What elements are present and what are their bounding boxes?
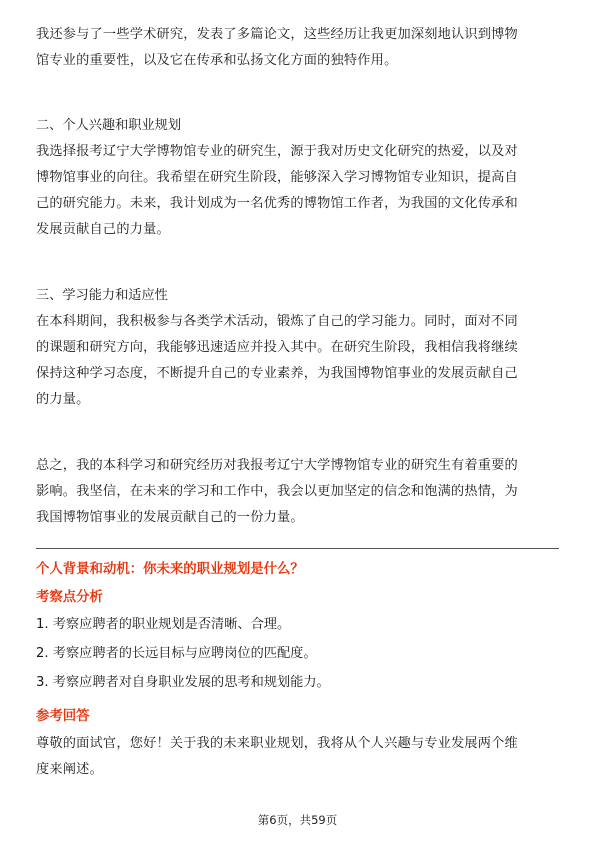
paragraph-line: 尊敬的面试官，您好！关于我的未来职业规划，我将从个人兴趣与专业发展两个维 bbox=[36, 736, 518, 751]
paragraph-line: 我国博物馆事业的发展贡献自己的一份力量。 bbox=[36, 510, 304, 525]
answer-label: 参考回答 bbox=[36, 709, 90, 724]
intro-paragraph bbox=[36, 22, 560, 74]
page-number: 第6页，共59页 bbox=[257, 813, 338, 827]
section-paragraph bbox=[36, 139, 560, 243]
paragraph-line: 在本科期间，我积极参与各类学术活动，锻炼了自己的学习能力。同时，面对不同 bbox=[36, 314, 518, 329]
section-heading: 三、学习能力和适应性 bbox=[36, 288, 168, 303]
answer-paragraph bbox=[36, 731, 560, 783]
conclusion-paragraph bbox=[36, 453, 560, 531]
analysis-item: 3. 考察应聘者对自身职业发展的思考和规划能力。 bbox=[36, 675, 330, 690]
paragraph-line: 影响。我坚信，在未来的学习和工作中，我会以更加坚定的信念和饱满的热情，为 bbox=[36, 484, 518, 499]
paragraph-line: 我选择报考辽宁大学博物馆专业的研究生，源于我对历史文化研究的热爱，以及对 bbox=[36, 144, 518, 159]
paragraph-line: 度来阐述。 bbox=[36, 762, 103, 777]
paragraph-line: 馆专业的重要性，以及它在传承和弘扬文化方面的独特作用。 bbox=[36, 53, 398, 68]
paragraph-line: 我还参与了一些学术研究，发表了多篇论文，这些经历让我更加深刻地认识到博物 bbox=[36, 27, 518, 42]
paragraph-line: 己的研究能力。未来，我计划成为一名优秀的博物馆工作者，为我国的文化传承和 bbox=[36, 196, 518, 211]
section-divider bbox=[36, 548, 559, 549]
analysis-label: 考察点分析 bbox=[36, 590, 103, 605]
paragraph-line: 的力量。 bbox=[36, 392, 90, 407]
paragraph-line: 博物馆事业的向往。我希望在研究生阶段，能够深入学习博物馆专业知识，提高自 bbox=[36, 170, 518, 185]
analysis-item: 1. 考察应聘者的职业规划是否清晰、合理。 bbox=[36, 617, 291, 632]
section-paragraph bbox=[36, 309, 560, 413]
section-heading: 二、个人兴趣和职业规划 bbox=[36, 118, 182, 133]
question-title: 个人背景和动机：你未来的职业规划是什么？ bbox=[36, 562, 304, 577]
paragraph-line: 发展贡献自己的力量。 bbox=[36, 222, 170, 237]
analysis-item: 2. 考察应聘者的长远目标与应聘岗位的匹配度。 bbox=[36, 646, 317, 661]
paragraph-line: 总之，我的本科学习和研究经历对我报考辽宁大学博物馆专业的研究生有着重要的 bbox=[36, 458, 518, 473]
paragraph-line: 的课题和研究方向，我能够迅速适应并投入其中。在研究生阶段，我相信我将继续 bbox=[36, 340, 518, 355]
paragraph-line: 保持这种学习态度，不断提升自己的专业素养，为我国博物馆事业的发展贡献自己 bbox=[36, 366, 518, 381]
